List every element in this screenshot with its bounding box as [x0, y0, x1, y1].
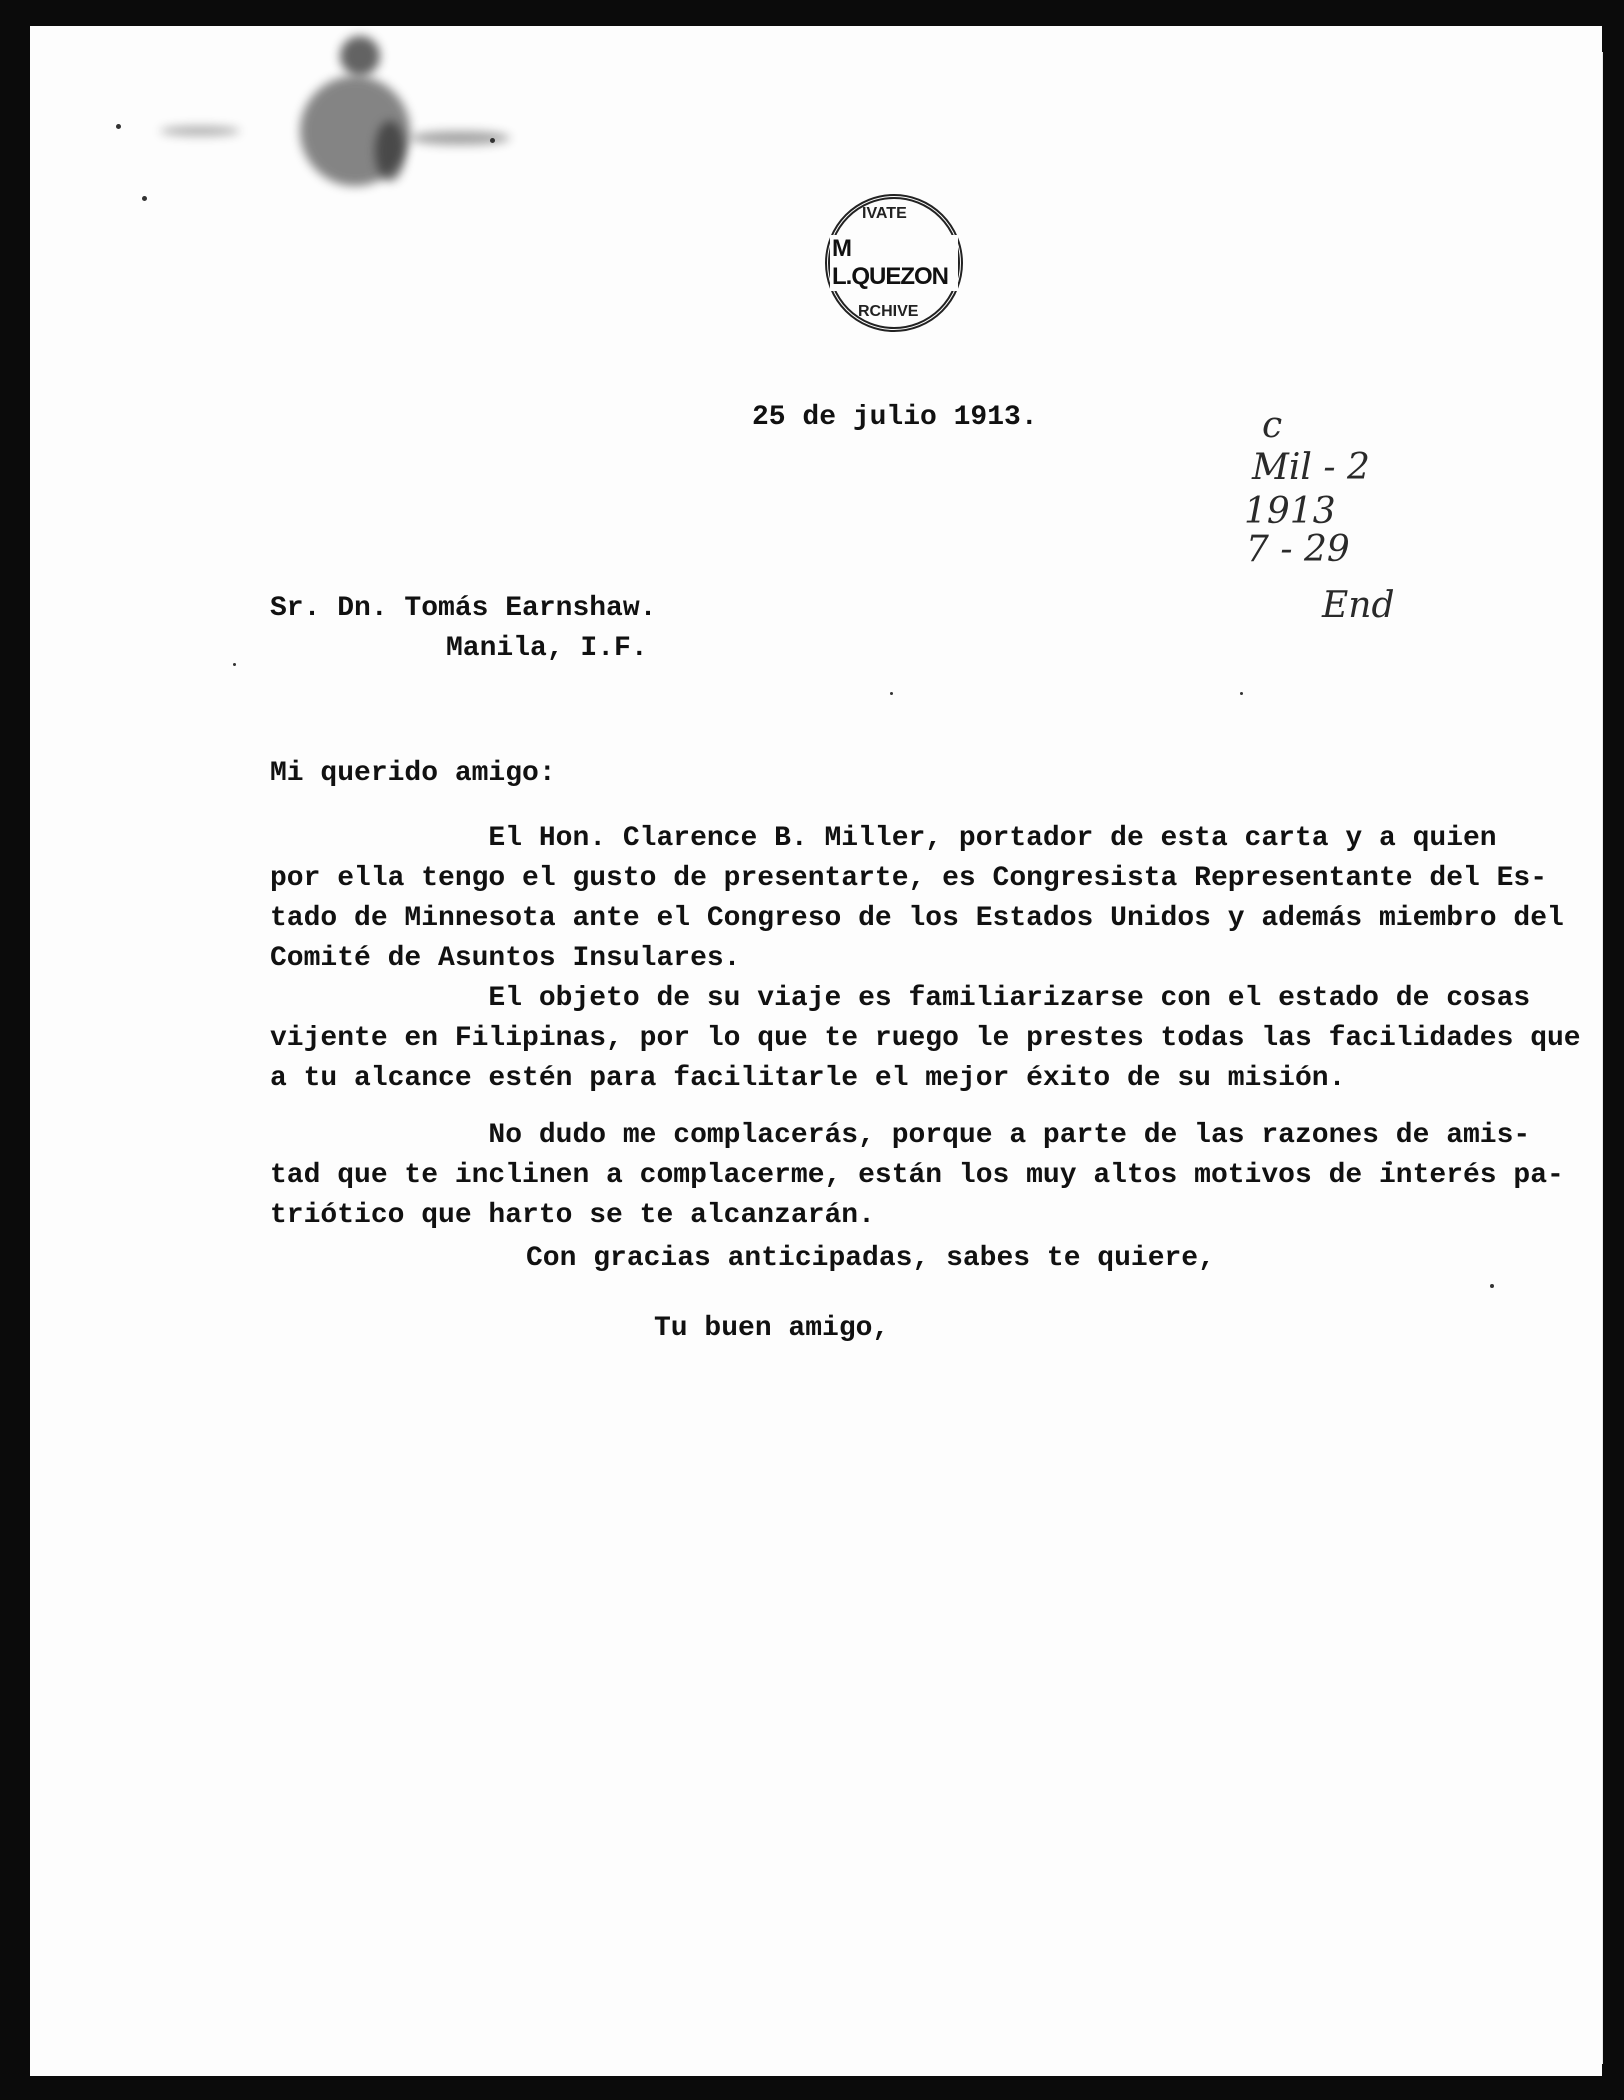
ink-smudge: [160, 126, 240, 136]
paragraph-line: No dudo me complacerás, porque a parte de las razones de amis-: [270, 1120, 1531, 1151]
handwritten-note-5: End: [1322, 585, 1395, 626]
paragraph-line: por ella tengo el gusto de presentarte, es Congresista Representante del Es-: [270, 863, 1548, 894]
letter-page: [30, 26, 1602, 2076]
paragraph-line: tado de Minnesota ante el Congreso de los Estados Unidos y además miembro del: [270, 903, 1564, 934]
paragraph-line: vijente en Filipinas, por lo que te ruego le prestes todas las facilidades que: [270, 1023, 1581, 1054]
stamp-arc-bottom: RCHIVE: [858, 303, 919, 320]
handwritten-note-3: 1913: [1244, 491, 1336, 532]
stamp-label: M L.QUEZON: [830, 235, 958, 291]
signoff-line: Tu buen amigo,: [654, 1313, 890, 1344]
paragraph-line: El Hon. Clarence B. Miller, portador de esta carta y a quien: [270, 823, 1497, 854]
stamp-arc-top: IVATE: [862, 205, 907, 222]
paragraph-line: El objeto de su viaje es familiarizarse con el estado de cosas: [270, 983, 1531, 1014]
handwritten-note-4: 7 - 29: [1246, 529, 1350, 570]
recipient-address: Manila, I.F.: [446, 633, 648, 664]
closing-line: Con gracias anticipadas, sabes te quiere,: [526, 1243, 1215, 1274]
ink-smudge: [340, 36, 380, 76]
salutation: Mi querido amigo:: [270, 758, 556, 789]
recipient-name: Sr. Dn. Tomás Earnshaw.: [270, 593, 657, 624]
ink-smudge: [410, 131, 510, 145]
archive-stamp: [825, 194, 963, 332]
ink-smudge: [375, 121, 405, 181]
paragraph-line: triótico que harto se te alcanzarán.: [270, 1200, 875, 1231]
paragraph-line: tad que te inclinen a complacerme, están los muy altos motivos de interés pa-: [270, 1160, 1564, 1191]
handwritten-note-2: Mil - 2: [1252, 447, 1370, 488]
paragraph-1: [270, 819, 1564, 979]
paragraph-2: [270, 979, 1581, 1099]
paragraph-3: [270, 1116, 1564, 1236]
letter-date: 25 de julio 1913.: [752, 402, 1038, 433]
paragraph-line: Comité de Asuntos Insulares.: [270, 943, 741, 974]
paragraph-line: a tu alcance estén para facilitarle el mejor éxito de su misión.: [270, 1063, 1346, 1094]
handwritten-note-1: c: [1262, 405, 1283, 446]
